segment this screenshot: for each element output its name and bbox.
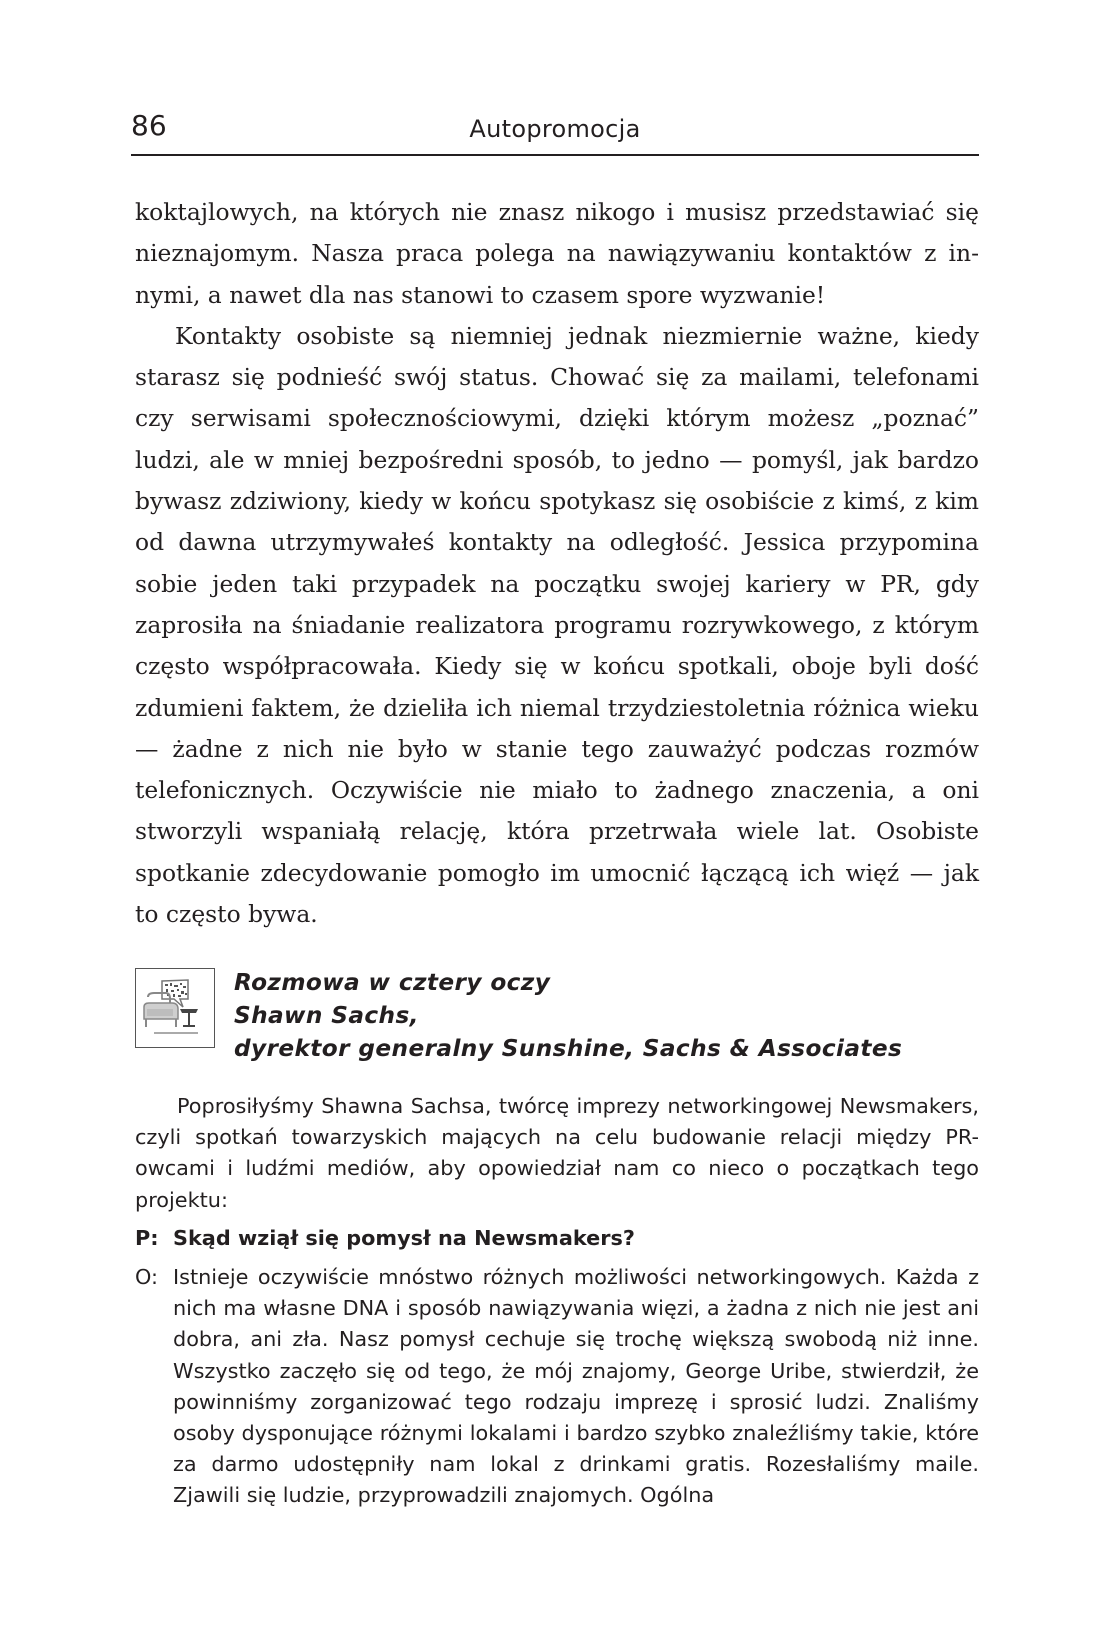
interview-title: Rozmowa w cztery oczy [234,969,551,996]
interview-person: Shawn Sachs, [234,1002,419,1029]
page-header [131,104,979,156]
interview-chair-icon [135,968,215,1048]
interview-role: dyrektor generalny Sunshine, Sachs & Associates [234,1035,903,1062]
answer-text: Istnieje oczywiście mnóstwo różnych możliwości networkingowych. Każda z nich ma własne DNA i sposób nawiązywania więzi, a żadna z nich nie jest ani dobra, ani zła. Nasz pomysł cechuje się trochę większą swobodą niż inne. Wszystko zaczęło się od tego, że mój znajomy, George Uribe, stwierdził, że powinniśmy zorganizować tego rodzaju imprezę i sprosić ludzi. Znaliśmy osoby dysponujące różnymi lokalami i bardzo szybko znaleźliśmy takie, które za darmo udostępniły nam lokal z drinkami gratis. Rozesłaliśmy maile. Zjawili się ludzie, przyprowadzili znajomych. Ogólna [173,1265,979,1508]
paragraph: koktajlowych, na których nie znasz nikogo i musisz przedstawiać się nieznajomym. Nasza praca polega na nawiązywaniu kontaktów z innymi, a nawet dla nas stanowi to czasem spore wyzwanie! [135,198,979,309]
page-number: 86 [131,109,167,142]
question-label: P: [135,1226,159,1250]
main-text [135,192,979,935]
question-text: Skąd wziął się pomysł na Newsmakers? [173,1226,635,1250]
paragraph: Kontakty osobiste są niemniej jednak niezmiernie ważne, kiedy starasz się podnieść swój status. Chować się za mailami, telefonami czy serwisami społecznościowymi, dzięki którym możesz „poznać” ludzi, ale w mniej bezpośredni sposób, to jedno — pomyśl, jak bardzo bywasz zdziwiony, kiedy w końcu spotykasz się osobiście z kimś, z kim od dawna utrzymywałeś kontakty na odległość. Jessica przypomina sobie jeden taki przypadek na początku swojej kariery w PR, gdy zaprosiła na śniadanie realizatora programu rozrywkowego, z którym często współpracowała. Kiedy się w końcu spotkali, oboje byli dość zdumieni faktem, że dzieliła ich niemal trzydziestoletnia różnica wieku — żadne z nich nie było w stanie tego zauważyć podczas rozmów telefonicznych. Oczywiście nie miało to żadnego znaczenia, a oni stworzyli wspaniałą relację, która przetrwała wiele lat. Osobiste spotkanie zdecydowanie pomogło im umocnić łączącą ich więź — jak to często bywa. [135,321,979,929]
answer-label: O: [135,1265,159,1289]
interview-heading [234,966,994,1065]
running-title: Autopromocja [469,115,641,143]
interview-intro: Poprosiłyśmy Shawna Sachsa, twórcę imprezy networkingowej Newsmakers, czyli spotkań towarzyskich mających na celu budowanie relacji między PR-owcami i ludźmi mediów, aby opowiedział nam co nieco o początkach tego projektu: [135,1094,979,1212]
